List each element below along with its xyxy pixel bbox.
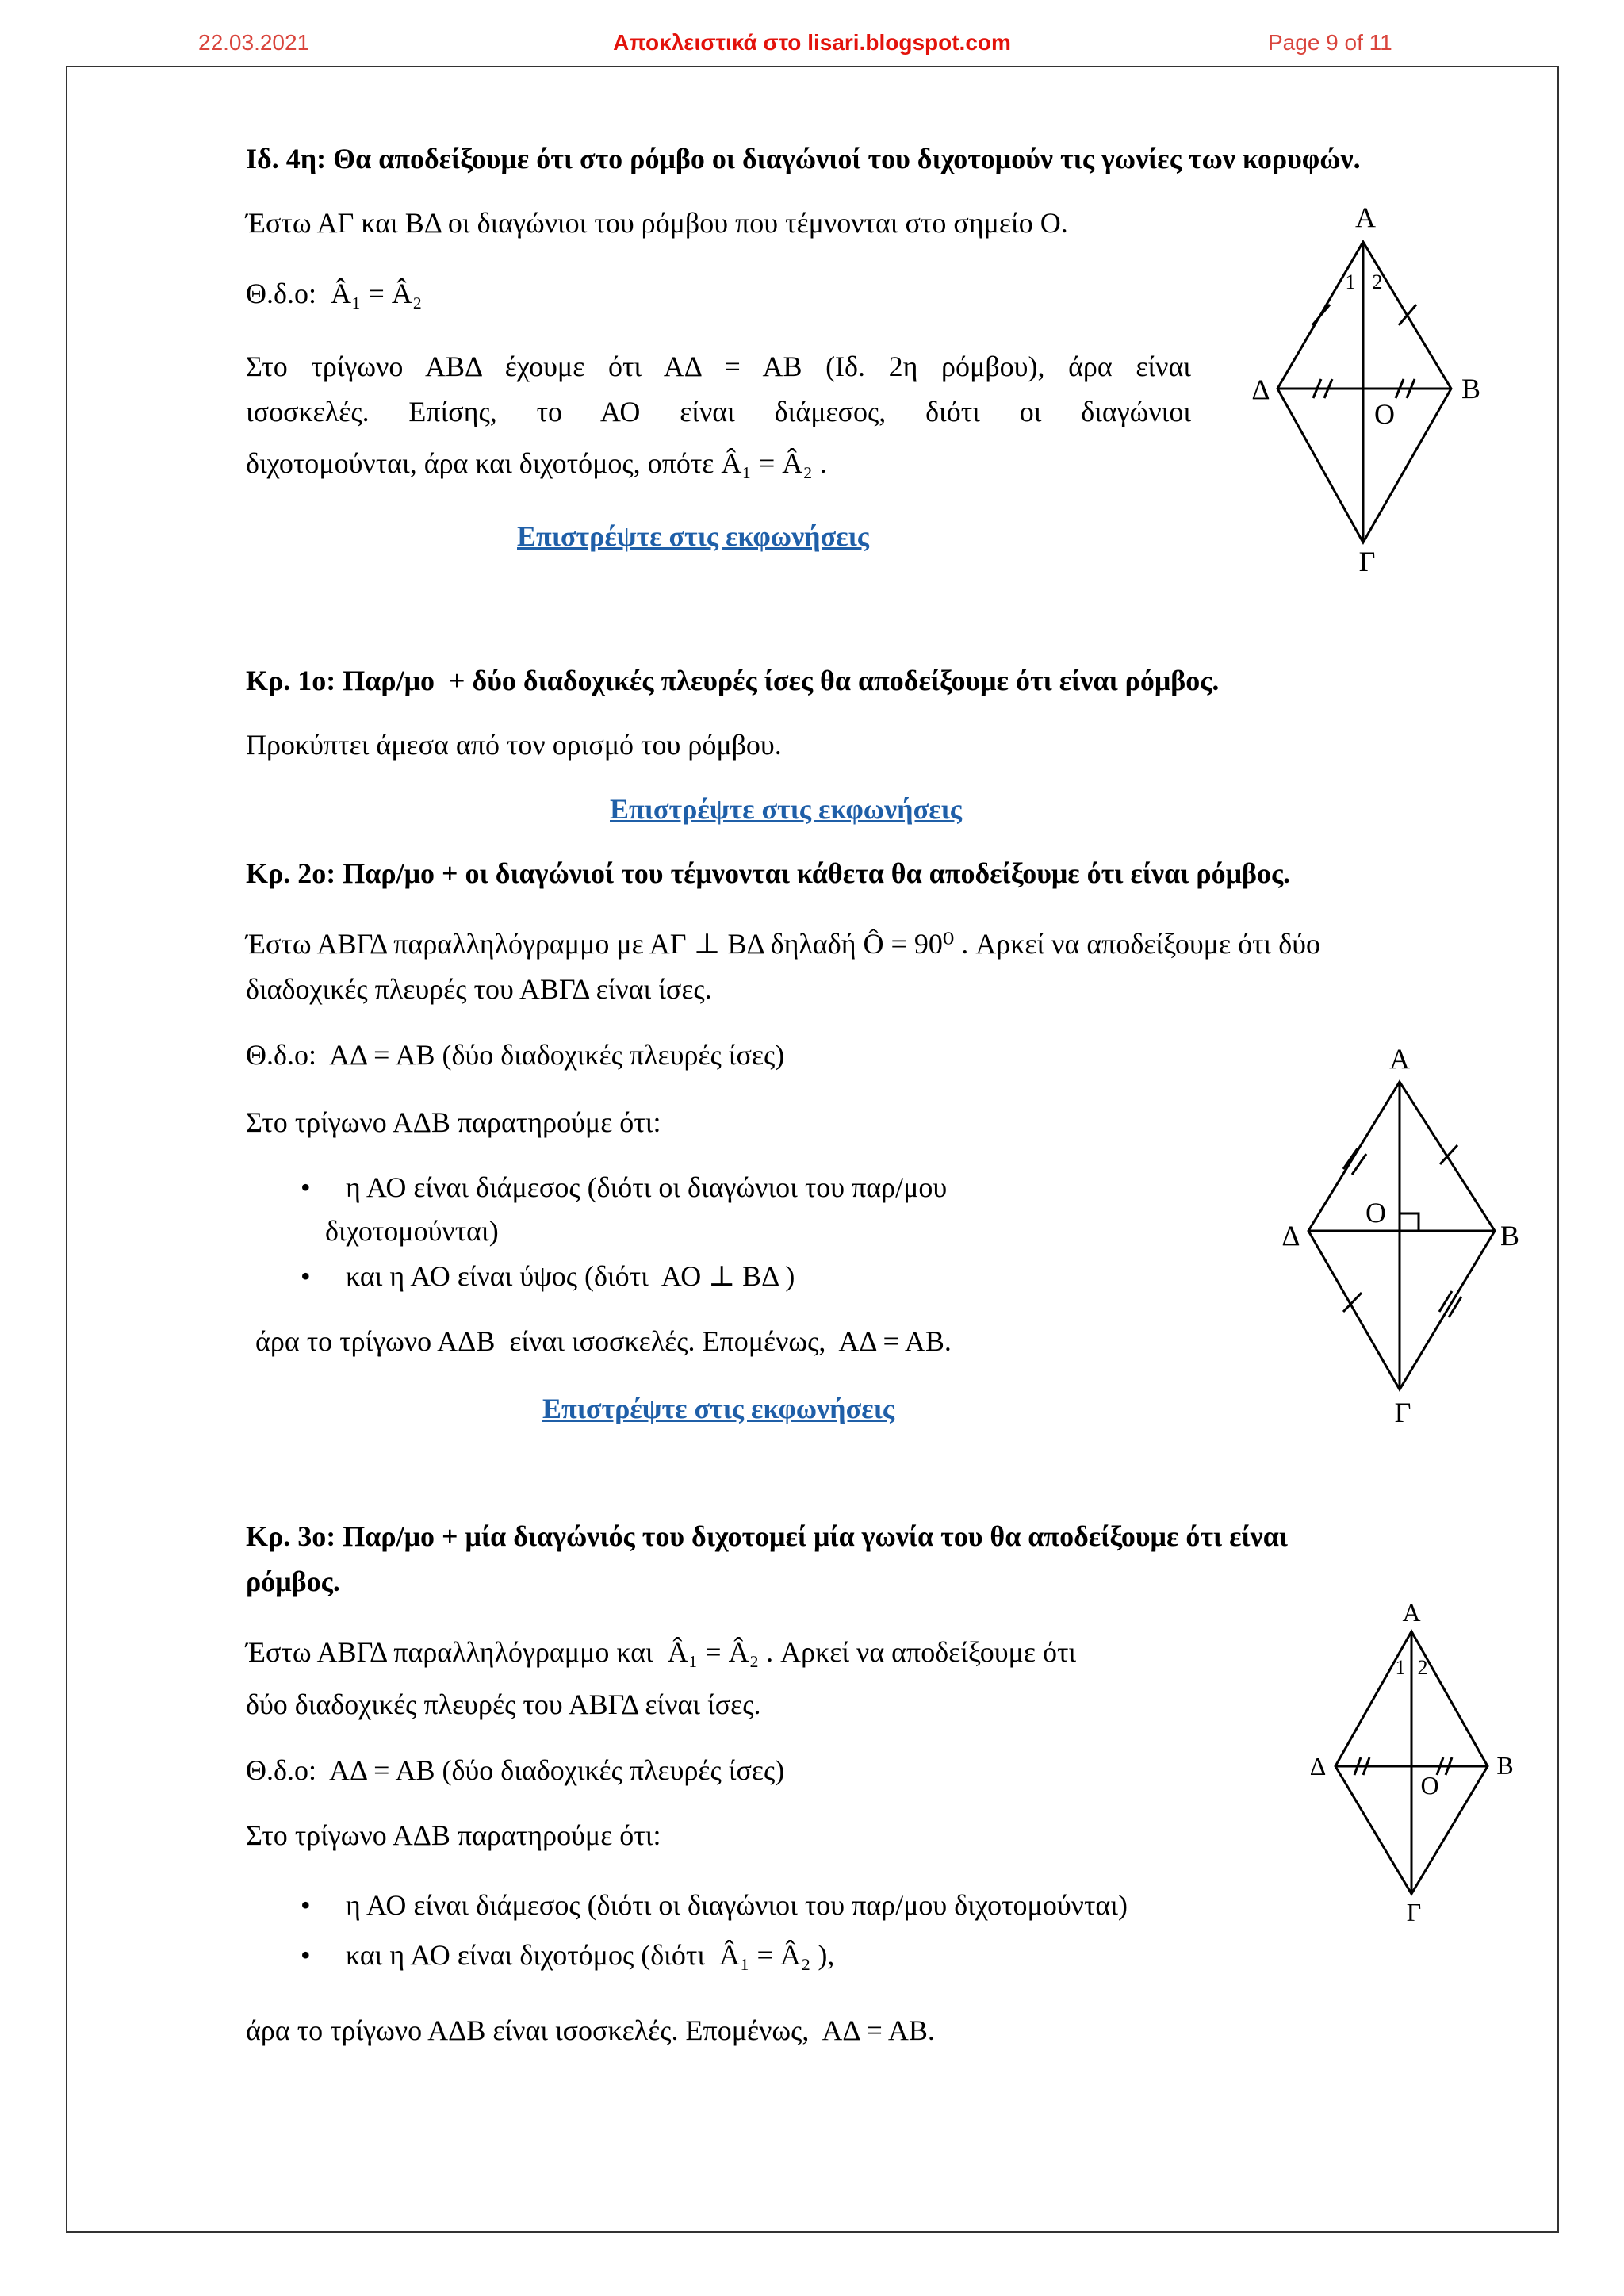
angle-label-2: 2 [1372,270,1383,293]
angle-label-2: 2 [1417,1656,1428,1679]
criterion-3-title: Κρ. 3ο: Παρ/μο + μία διαγώνιός του διχοτομεί μία γωνία του θα αποδείξουμε ότι είναι [246,1520,1288,1552]
criterion-3-bullet-median: • η ΑΟ είναι διάμεσος (διότι οι διαγώνιοι του παρ/μου διχοτομούνται) [346,1888,1128,1922]
property-4-title: Ιδ. 4η: Θα αποδείξουμε ότι στο ρόμβο οι διαγώνιοί του διχοτομούν τις γωνίες των κορυφών. [246,143,1361,174]
criterion-2-given-line: Έστω ΑΒΓΔ παραλληλόγραμμο με ΑΓ ⊥ ΒΔ δηλαδή Ô = 90⁰ . Αρκεί να αποδείξουμε ότι δύο [246,928,1321,960]
back-to-exercises-link[interactable]: Επιστρέψτε στις εκφωνήσεις [517,520,869,552]
vertex-label-top: Α [1355,201,1376,233]
criterion-2-bullet-median: • η ΑΟ είναι διάμεσος (διότι οι διαγώνιοι του παρ/μου [346,1170,947,1205]
property-4-given: Έστω ΑΓ και ΒΔ οι διαγώνιοι του ρόμβου που τέμνονται στο σημείο Ο. [246,207,1068,239]
back-to-exercises-link[interactable]: Επιστρέψτε στις εκφωνήσεις [610,793,962,825]
criterion-3-given-line: δύο διαδοχικές πλευρές του ΑΒΓΔ είναι ίσες. [246,1688,761,1720]
vertex-label-top: Α [1402,1598,1421,1627]
vertex-label-bottom: Γ [1406,1898,1422,1926]
header-date: 22.03.2021 [198,30,310,55]
criterion-2-given-line: διαδοχικές πλευρές του ΑΒΓΔ είναι ίσες. [246,973,712,1005]
center-label: Ο [1365,1197,1386,1228]
property-4-to-prove: Θ.δ.ο: Â₁ = Â₂ [246,278,423,309]
criterion-3-given-line: Έστω ΑΒΓΔ παραλληλόγραμμο και Â₁ = Â₂ . Αρκεί να αποδείξουμε ότι [246,1636,1077,1668]
criterion-3-intro: Στο τρίγωνο ΑΔΒ παρατηρούμε ότι: [246,1819,661,1851]
criterion-1-title: Κρ. 1ο: Παρ/μο + δύο διαδοχικές πλευρές ίσες θα αποδείξουμε ότι είναι ρόμβος. [246,665,1220,696]
vertex-label-right: Β [1496,1751,1514,1780]
property-4-proof-line: διχοτομούνται, άρα και διχοτόμος, οπότε Â₁ = Â₂ . [246,447,827,479]
vertex-label-left: Δ [1251,374,1270,405]
back-to-exercises-link[interactable]: Επιστρέψτε στις εκφωνήσεις [542,1393,894,1424]
property-4-proof-line: Στο τρίγωνο ΑΒΔ έχουμε ότι ΑΔ = ΑΒ (Ιδ. 2η ρόμβου), άρα είναι [246,351,1191,382]
header-page-number: Page 9 of 11 [1268,30,1392,55]
vertex-label-bottom: Γ [1358,546,1376,577]
center-label: Ο [1420,1771,1439,1800]
criterion-2-title: Κρ. 2ο: Παρ/μο + οι διαγώνιοί του τέμνονται κάθετα θα αποδείξουμε ότι είναι ρόμβος. [246,857,1291,889]
criterion-2-intro: Στο τρίγωνο ΑΔΒ παρατηρούμε ότι: [246,1106,661,1138]
criterion-3-conclusion: άρα το τρίγωνο ΑΔΒ είναι ισοσκελές. Επομένως, ΑΔ = ΑΒ. [246,2014,935,2046]
vertex-label-right: Β [1461,373,1481,404]
criterion-3-bullet-bisector: • και η ΑΟ είναι διχοτόμος (διότι Â₁ = Â₂ ), [346,1938,834,1972]
criterion-2-conclusion: άρα το τρίγωνο ΑΔΒ είναι ισοσκελές. Επομένως, ΑΔ = ΑΒ. [255,1325,952,1357]
criterion-1-text: Προκύπτει άμεσα από τον ορισμό του ρόμβου. [246,729,782,761]
criterion-3-title-continued: ρόμβος. [246,1566,340,1597]
angle-label-1: 1 [1345,270,1356,293]
header-site-title: Αποκλειστικά στο lisari.blogspot.com [613,30,1011,55]
property-4-proof-line: ισοσκελές. Επίσης, το ΑΟ είναι διάμεσος, διότι οι διαγώνιοι [246,396,1191,427]
criterion-2-to-prove: Θ.δ.ο: ΑΔ = ΑΒ (δύο διαδοχικές πλευρές ίσες) [246,1039,785,1071]
angle-label-1: 1 [1395,1656,1406,1679]
center-label: Ο [1374,398,1395,430]
vertex-label-right: Β [1500,1220,1520,1251]
criterion-2-bullet-altitude: • και η ΑΟ είναι ύψος (διότι ΑΟ ⊥ ΒΔ ) [346,1259,795,1294]
criterion-3-to-prove: Θ.δ.ο: ΑΔ = ΑΒ (δύο διαδοχικές πλευρές ίσες) [246,1754,785,1786]
vertex-label-left: Δ [1281,1220,1300,1251]
vertex-label-top: Α [1389,1043,1410,1075]
vertex-label-bottom: Γ [1394,1397,1411,1428]
criterion-2-bullet-median-continued: διχοτομούνται) [325,1215,499,1247]
vertex-label-left: Δ [1309,1752,1327,1780]
